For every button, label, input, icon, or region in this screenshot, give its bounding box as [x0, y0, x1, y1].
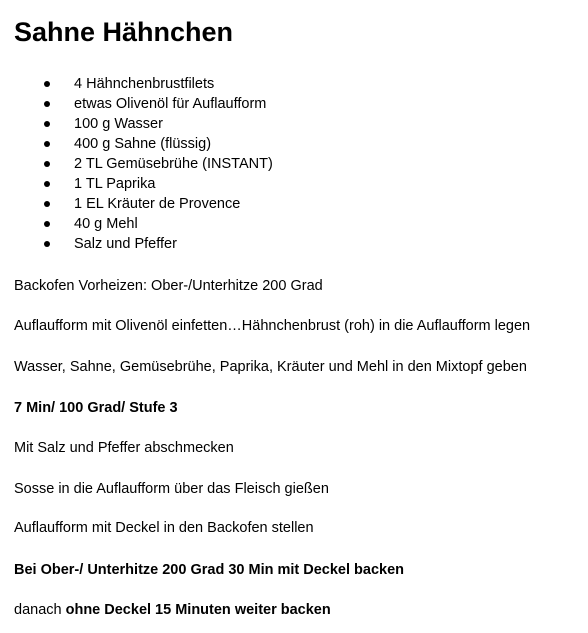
step-pour: Sosse in die Auflaufform über das Fleisch gießen — [14, 481, 329, 497]
ingredient-list — [0, 74, 273, 254]
step-final-prefix: danach — [14, 602, 66, 618]
ingredient-item: 400 g Sahne (flüssig) — [0, 134, 273, 154]
step-bake: Bei Ober-/ Unterhitze 200 Grad 30 Min mit Deckel backen — [14, 562, 405, 578]
step-oven: Auflaufform mit Deckel in den Backofen stellen — [14, 520, 314, 536]
step-mix: Wasser, Sahne, Gemüsebrühe, Paprika, Kräuter und Mehl in den Mixtopf geben — [14, 359, 527, 375]
ingredient-item: 40 g Mehl — [0, 214, 273, 234]
step-final-bold: ohne Deckel 15 Minuten weiter backen — [65, 602, 331, 618]
step-final — [14, 600, 331, 620]
recipe-title: Sahne Hähnchen — [14, 17, 234, 47]
ingredient-item: 4 Hähnchenbrustfilets — [0, 74, 273, 94]
ingredient-item: 1 TL Paprika — [0, 174, 273, 194]
step-cook-setting: 7 Min/ 100 Grad/ Stufe 3 — [14, 400, 178, 416]
ingredient-item: 1 EL Kräuter de Provence — [0, 194, 273, 214]
step-preheat: Backofen Vorheizen: Ober-/Unterhitze 200 Grad — [14, 278, 323, 294]
ingredient-item: 100 g Wasser — [0, 114, 273, 134]
ingredient-item: 2 TL Gemüsebrühe (INSTANT) — [0, 154, 273, 174]
step-season: Mit Salz und Pfeffer abschmecken — [14, 440, 234, 456]
ingredient-item: Salz und Pfeffer — [0, 234, 273, 254]
ingredient-item: etwas Olivenöl für Auflaufform — [0, 94, 273, 114]
step-grease: Auflaufform mit Olivenöl einfetten…Hähnchenbrust (roh) in die Auflaufform legen — [14, 318, 531, 334]
